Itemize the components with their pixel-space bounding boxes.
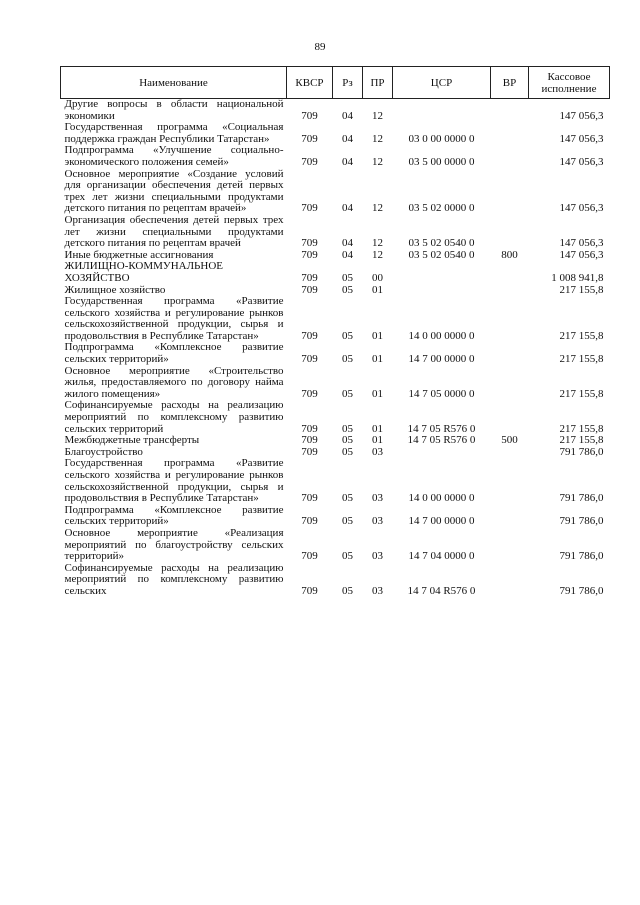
cell-sum: 1 008 941,8: [551, 271, 604, 284]
cell-name: Основное мероприятие «Реализация мероприятий по благоустройству сельских территорий»: [64, 526, 284, 563]
cell-rz: 05: [342, 271, 353, 284]
cell-pr: 01: [372, 387, 383, 400]
cell-vr: [491, 145, 529, 168]
cell-rz: 04: [342, 248, 353, 261]
cell-vr: [491, 447, 529, 459]
cell-name: Софинансируемые расходы на реализацию мероприятий по комплексному развитию сельских: [64, 561, 284, 597]
cell-sum: 791 786,0: [559, 550, 604, 563]
cell-kvsr: 709: [301, 434, 318, 447]
header-sum: Кассовое исполнение: [529, 67, 610, 99]
cell-sum: 791 786,0: [559, 492, 604, 505]
cell-kvsr: 709: [301, 283, 318, 296]
cell-rz: 05: [342, 329, 353, 342]
cell-sum: 147 056,3: [559, 132, 604, 145]
cell-rz: 05: [342, 550, 353, 563]
cell-name: Подпрограмма «Комплексное развитие сельских территорий»: [64, 341, 284, 366]
table-header-row: [61, 67, 610, 99]
table-row: [61, 342, 610, 365]
cell-vr: [491, 261, 529, 284]
cell-sum: 791 786,0: [559, 515, 604, 528]
cell-vr: [491, 505, 529, 528]
cell-rz: 05: [342, 584, 353, 597]
cell-kvsr: 709: [301, 329, 318, 342]
cell-csr: [393, 99, 491, 123]
cell-kvsr: 709: [301, 445, 318, 458]
cell-name: Государственная программа «Развитие сельского хозяйства и регулирование рынков сельскохозяйственной продукции, сырья и продовольствия в Республике Татарстан»: [64, 295, 284, 342]
cell-rz: 05: [342, 283, 353, 296]
cell-kvsr: 709: [301, 515, 318, 528]
budget-execution-table: [60, 66, 610, 598]
cell-rz: 04: [342, 109, 353, 122]
table-row: [61, 296, 610, 342]
cell-sum: 147 056,3: [559, 237, 604, 250]
header-csr: ЦСР: [393, 67, 491, 99]
table-row: [61, 145, 610, 168]
cell-pr: 12: [372, 248, 383, 261]
page-number: 89: [314, 41, 326, 53]
table-body: [61, 99, 610, 598]
cell-rz: 04: [342, 155, 353, 168]
cell-csr: 14 7 04 R576 0: [407, 584, 476, 597]
cell-kvsr: 709: [301, 387, 318, 400]
cell-name: Организация обеспечения детей первых трех лет жизни специальными продуктами детского питания по рецептам врачей: [64, 213, 284, 250]
cell-sum: 217 155,8: [559, 329, 604, 342]
cell-kvsr: 709: [301, 237, 318, 250]
cell-csr: 14 7 05 R576 0: [407, 434, 476, 447]
table-row: [61, 528, 610, 563]
cell-kvsr: 709: [301, 202, 318, 215]
cell-pr: 00: [372, 271, 383, 284]
cell-vr: [491, 215, 529, 250]
cell-rz: 04: [342, 202, 353, 215]
cell-pr: 01: [372, 283, 383, 296]
cell-kvsr: 709: [301, 550, 318, 563]
cell-sum: 147 056,3: [559, 202, 604, 215]
cell-rz: 05: [342, 353, 353, 366]
cell-vr: [491, 563, 529, 598]
cell-rz: 05: [342, 515, 353, 528]
table-row: [61, 122, 610, 145]
table-row: [61, 505, 610, 528]
cell-rz: 05: [342, 387, 353, 400]
cell-csr: 14 7 05 R576 0: [407, 422, 476, 435]
table-row: [61, 215, 610, 250]
cell-name: Государственная программа «Развитие сельского хозяйства и регулирование рынков сельскохозяйственной продукции, сырья и продовольствия в Республике Татарстан»: [64, 457, 284, 505]
cell-csr: 03 5 00 0000 0: [408, 155, 475, 168]
cell-vr: [491, 122, 529, 145]
cell-vr: 500: [501, 434, 518, 447]
cell-vr: [491, 169, 529, 215]
cell-sum: 217 155,8: [559, 387, 604, 400]
cell-name: Основное мероприятие «Создание условий для организации обеспечения детей первых трех лет жизни специальными продуктами детского питания по рецептам врачей»: [64, 167, 284, 215]
table-row: [61, 458, 610, 504]
cell-vr: [491, 366, 529, 401]
cell-vr: [491, 296, 529, 342]
cell-csr: 14 0 00 0000 0: [408, 329, 475, 342]
cell-rz: 04: [342, 132, 353, 145]
cell-rz: 05: [342, 492, 353, 505]
cell-sum: 147 056,3: [559, 248, 604, 261]
table-row: [61, 261, 610, 284]
cell-csr: [393, 285, 491, 297]
cell-kvsr: 709: [301, 248, 318, 261]
cell-name: Подпрограмма «Улучшение социально-экономического положения семей»: [64, 144, 284, 168]
cell-name: Благоустройство: [64, 445, 143, 458]
cell-pr: 01: [372, 434, 383, 447]
cell-vr: [491, 342, 529, 365]
cell-sum: 147 056,3: [559, 109, 604, 122]
cell-csr: [393, 261, 491, 284]
cell-pr: 12: [372, 155, 383, 168]
cell-vr: 800: [501, 248, 518, 261]
header-rz: Рз: [333, 67, 363, 99]
cell-kvsr: 709: [301, 109, 318, 122]
cell-name: Софинансируемые расходы на реализацию мероприятий по комплексному развитию сельских территорий: [64, 399, 284, 435]
cell-rz: 05: [342, 434, 353, 447]
header-name: Наименование: [61, 67, 287, 99]
cell-vr: [491, 285, 529, 297]
cell-sum: 791 786,0: [559, 584, 604, 597]
cell-csr: 03 0 00 0000 0: [408, 132, 475, 145]
cell-kvsr: 709: [301, 353, 318, 366]
cell-sum: 217 155,8: [559, 353, 604, 366]
cell-csr: 14 7 00 0000 0: [408, 353, 475, 366]
cell-pr: 01: [372, 353, 383, 366]
cell-rz: 05: [342, 445, 353, 458]
cell-vr: [491, 528, 529, 563]
cell-sum: 147 056,3: [559, 155, 604, 168]
cell-csr: 03 5 02 0000 0: [408, 202, 475, 215]
cell-name: Иные бюджетные ассигнования: [64, 248, 214, 261]
cell-kvsr: 709: [301, 422, 318, 435]
cell-sum: 217 155,8: [559, 422, 604, 435]
cell-name: ЖИЛИЩНО-КОММУНАЛЬНОЕ ХОЗЯЙСТВО: [64, 260, 223, 284]
cell-pr: 01: [372, 329, 383, 342]
cell-pr: 03: [372, 550, 383, 563]
cell-name: Другие вопросы в области национальной экономики: [64, 98, 284, 122]
table-row: [61, 366, 610, 401]
cell-vr: [491, 99, 529, 123]
table-row: [61, 169, 610, 215]
cell-name: Подпрограмма «Комплексное развитие сельских территорий»: [64, 503, 284, 528]
header-vr: ВР: [491, 67, 529, 99]
cell-pr: 03: [372, 492, 383, 505]
cell-kvsr: 709: [301, 271, 318, 284]
table-row: [61, 563, 610, 598]
cell-csr: 14 7 00 0000 0: [408, 515, 475, 528]
cell-csr: 14 7 04 0000 0: [408, 550, 475, 563]
cell-name: Государственная программа «Социальная поддержка граждан Республики Татарстан»: [64, 121, 284, 145]
cell-pr: 03: [372, 445, 383, 458]
cell-vr: [491, 400, 529, 435]
cell-pr: 03: [372, 515, 383, 528]
cell-name: Основное мероприятие «Строительство жилья, предоставляемого по договору найма жилого помещения»: [64, 364, 284, 400]
cell-pr: 01: [372, 422, 383, 435]
cell-csr: 03 5 02 0540 0: [408, 248, 475, 261]
cell-kvsr: 709: [301, 155, 318, 168]
cell-name: Жилищное хозяйство: [64, 283, 166, 296]
cell-rz: 04: [342, 237, 353, 250]
cell-kvsr: 709: [301, 132, 318, 145]
cell-name: Межбюджетные трансферты: [64, 434, 200, 447]
cell-csr: 03 5 02 0540 0: [408, 237, 475, 250]
table-row: [61, 99, 610, 123]
cell-pr: 12: [372, 202, 383, 215]
table-row: [61, 400, 610, 435]
cell-kvsr: 709: [301, 584, 318, 597]
cell-csr: [393, 447, 491, 459]
cell-pr: 12: [372, 237, 383, 250]
header-pr: ПР: [363, 67, 393, 99]
cell-sum: 217 155,8: [559, 434, 604, 447]
cell-pr: 12: [372, 132, 383, 145]
cell-sum: 791 786,0: [559, 445, 604, 458]
cell-pr: 03: [372, 584, 383, 597]
cell-csr: 14 7 05 0000 0: [408, 387, 475, 400]
cell-csr: 14 0 00 0000 0: [408, 492, 475, 505]
cell-rz: 05: [342, 422, 353, 435]
cell-kvsr: 709: [301, 492, 318, 505]
cell-vr: [491, 458, 529, 504]
cell-pr: 12: [372, 109, 383, 122]
cell-sum: 217 155,8: [559, 283, 604, 296]
header-kvsr: КВСР: [287, 67, 333, 99]
